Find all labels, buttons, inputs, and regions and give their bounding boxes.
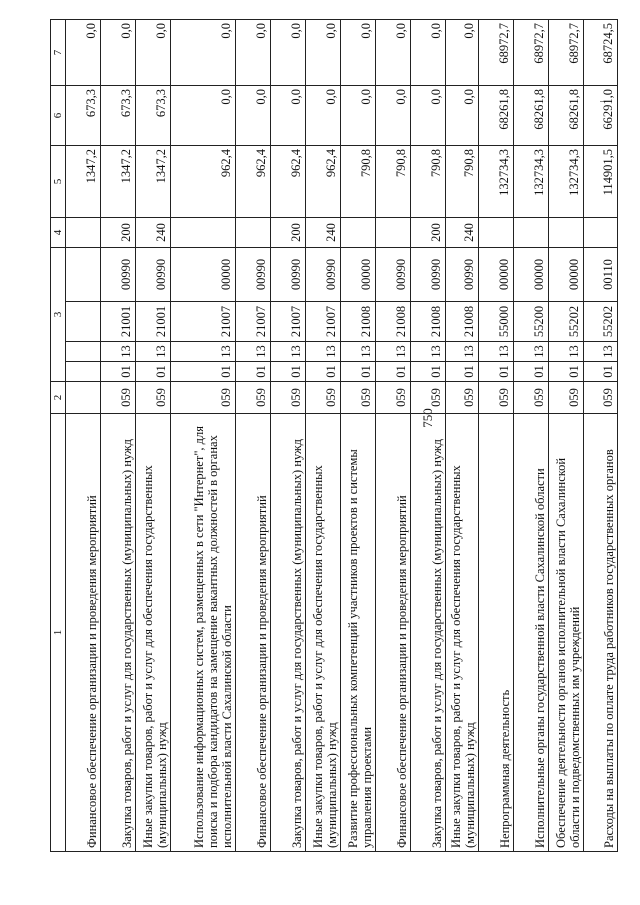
expense-type-code <box>376 218 411 248</box>
subsection-code <box>66 342 101 362</box>
amount-2019: 1347,2 <box>66 146 101 218</box>
ministry-code: 059 <box>341 382 376 414</box>
article-code <box>66 248 101 302</box>
expense-type-code <box>341 218 376 248</box>
amount-2021: 0,0 <box>136 20 171 86</box>
subsection-code: 13 <box>446 342 479 362</box>
amount-2019: 962,4 <box>236 146 271 218</box>
amount-2020: 68261,8 <box>479 86 514 146</box>
row-description: Обеспечение деятельности органов исполнительной власти Сахалинской области и подведомственных им учреждений <box>549 414 584 852</box>
ministry-code: 059 <box>411 382 446 414</box>
amount-2019: 790,8 <box>341 146 376 218</box>
ministry-code: 059 <box>101 382 136 414</box>
expense-type-code <box>236 218 271 248</box>
section-code: 01 <box>376 362 411 382</box>
ministry-code: 059 <box>306 382 341 414</box>
table-row <box>446 20 479 852</box>
program-code: 21007 <box>306 302 341 342</box>
article-code: 00990 <box>236 248 271 302</box>
row-description: Иные закупки товаров, работ и услуг для обеспечения государственных (муниципальных) нужд <box>306 414 341 852</box>
budget-table <box>50 19 618 852</box>
col-number: 4 <box>51 218 66 248</box>
subsection-code: 13 <box>236 342 271 362</box>
article-code: 00990 <box>306 248 341 302</box>
amount-2020: 0,0 <box>411 86 446 146</box>
section-code: 01 <box>236 362 271 382</box>
amount-2021: 0,0 <box>341 20 376 86</box>
subsection-code: 13 <box>479 342 514 362</box>
program-code: 21001 <box>101 302 136 342</box>
ministry-code: 059 <box>479 382 514 414</box>
amount-2019: 132734,3 <box>514 146 549 218</box>
subsection-code: 13 <box>376 342 411 362</box>
section-code: 01 <box>446 362 479 382</box>
expense-type-code <box>584 218 618 248</box>
subsection-code: 13 <box>411 342 446 362</box>
col-number: 5 <box>51 146 66 218</box>
amount-2019: 132734,3 <box>479 146 514 218</box>
row-description: Использование информационных систем, размещенных в сети "Интернет", для поиска и подбора кандидатов на замещение вакантных должностей в органах исполнительной власти Сахалинской области <box>171 414 236 852</box>
subsection-code: 13 <box>306 342 341 362</box>
section-code: 01 <box>136 362 171 382</box>
col-number: 2 <box>51 382 66 414</box>
subsection-code: 13 <box>549 342 584 362</box>
amount-2021: 0,0 <box>446 20 479 86</box>
row-description: Финансовое обеспечение организации и проведения мероприятий <box>236 414 271 852</box>
expense-type-code <box>514 218 549 248</box>
section-code: 01 <box>341 362 376 382</box>
ministry-code: 059 <box>136 382 171 414</box>
program-code: 55202 <box>584 302 618 342</box>
amount-2019: 1347,2 <box>101 146 136 218</box>
ministry-code: 059 <box>236 382 271 414</box>
amount-2019: 790,8 <box>446 146 479 218</box>
subsection-code: 13 <box>101 342 136 362</box>
amount-2019: 132734,3 <box>549 146 584 218</box>
expense-type-code: 240 <box>306 218 341 248</box>
amount-2020: 68261,8 <box>514 86 549 146</box>
table-row <box>136 20 171 852</box>
expense-type-code: 240 <box>136 218 171 248</box>
article-code: 00000 <box>549 248 584 302</box>
program-code: 21001 <box>136 302 171 342</box>
amount-2021: 0,0 <box>376 20 411 86</box>
expense-type-code: 200 <box>271 218 306 248</box>
program-code: 55202 <box>549 302 584 342</box>
amount-2020: 673,3 <box>101 86 136 146</box>
amount-2020: 0,0 <box>446 86 479 146</box>
program-code: 21008 <box>411 302 446 342</box>
amount-2020: 0,0 <box>306 86 341 146</box>
article-code: 00990 <box>376 248 411 302</box>
section-code: 01 <box>411 362 446 382</box>
amount-2021: 68972,7 <box>479 20 514 86</box>
amount-2021: 68972,7 <box>549 20 584 86</box>
rotated-table-wrapper <box>50 20 616 852</box>
program-code: 21007 <box>171 302 236 342</box>
amount-2021: 0,0 <box>271 20 306 86</box>
program-code: 21007 <box>236 302 271 342</box>
row-description: Непрограммная деятельность <box>479 414 514 852</box>
amount-2021: 0,0 <box>306 20 341 86</box>
article-code: 00990 <box>136 248 171 302</box>
amount-2020: 68261,8 <box>549 86 584 146</box>
ministry-code: 059 <box>271 382 306 414</box>
table-row <box>66 20 101 852</box>
table-row <box>514 20 549 852</box>
article-code: 00110 <box>584 248 618 302</box>
amount-2020: 0,0 <box>376 86 411 146</box>
subsection-code: 13 <box>514 342 549 362</box>
row-description: Иные закупки товаров, работ и услуг для обеспечения государственных (муниципальных) нужд <box>136 414 171 852</box>
amount-2020: 0,0 <box>271 86 306 146</box>
amount-2019: 962,4 <box>306 146 341 218</box>
section-code: 01 <box>514 362 549 382</box>
expense-type-code <box>66 218 101 248</box>
section-code: 01 <box>549 362 584 382</box>
program-code <box>66 302 101 342</box>
ministry-code: 059 <box>584 382 618 414</box>
ministry-code: 059 <box>446 382 479 414</box>
subsection-code: 13 <box>341 342 376 362</box>
table-row <box>101 20 136 852</box>
amount-2019: 790,8 <box>411 146 446 218</box>
subsection-code: 13 <box>271 342 306 362</box>
amount-2021: 0,0 <box>236 20 271 86</box>
amount-2021: 0,0 <box>411 20 446 86</box>
row-description: Расходы на выплаты по оплате труда работников государственных органов <box>584 414 618 852</box>
amount-2019: 1347,2 <box>136 146 171 218</box>
expense-type-code <box>479 218 514 248</box>
program-code: 21008 <box>376 302 411 342</box>
program-code: 21007 <box>271 302 306 342</box>
row-description: Исполнительные органы государственной власти Сахалинской области <box>514 414 549 852</box>
row-description: Закупка товаров, работ и услуг для государственных (муниципальных) нужд <box>271 414 306 852</box>
article-code: 00990 <box>446 248 479 302</box>
section-code: 01 <box>101 362 136 382</box>
section-code: 01 <box>271 362 306 382</box>
table-row <box>549 20 584 852</box>
table-row <box>376 20 411 852</box>
expense-type-code: 200 <box>101 218 136 248</box>
section-code: 01 <box>171 362 236 382</box>
amount-2019: 962,4 <box>271 146 306 218</box>
table-row <box>341 20 376 852</box>
amount-2019: 962,4 <box>171 146 236 218</box>
ministry-code <box>66 382 101 414</box>
amount-2021: 0,0 <box>171 20 236 86</box>
amount-2020: 673,3 <box>136 86 171 146</box>
table-row <box>236 20 271 852</box>
article-code: 00990 <box>411 248 446 302</box>
article-code: 00000 <box>171 248 236 302</box>
table-row <box>479 20 514 852</box>
amount-2020: 0,0 <box>236 86 271 146</box>
amount-2020: 0,0 <box>171 86 236 146</box>
table-row <box>584 20 618 852</box>
article-code: 00000 <box>341 248 376 302</box>
ministry-code: 059 <box>376 382 411 414</box>
program-code: 55200 <box>514 302 549 342</box>
table-row <box>306 20 341 852</box>
expense-type-code: 200 <box>411 218 446 248</box>
subsection-code: 13 <box>136 342 171 362</box>
program-code: 21008 <box>341 302 376 342</box>
row-description: Закупка товаров, работ и услуг для государственных (муниципальных) нужд <box>101 414 136 852</box>
amount-2021: 68724,5 <box>584 20 618 86</box>
program-code: 21008 <box>446 302 479 342</box>
table-row <box>171 20 236 852</box>
table-row <box>271 20 306 852</box>
expense-type-code <box>171 218 236 248</box>
amount-2019: 790,8 <box>376 146 411 218</box>
amount-2020: 66291,0 <box>584 86 618 146</box>
col-number: 7 <box>51 20 66 86</box>
article-code: 00990 <box>101 248 136 302</box>
section-code: 01 <box>584 362 618 382</box>
column-number-row <box>51 20 66 852</box>
row-description: Финансовое обеспечение организации и проведения мероприятий <box>376 414 411 852</box>
row-description: Иные закупки товаров, работ и услуг для обеспечения государственных (муниципальных) нужд <box>446 414 479 852</box>
amount-2021: 0,0 <box>66 20 101 86</box>
table-row <box>411 20 446 852</box>
row-description: Финансовое обеспечение организации и проведения мероприятий <box>66 414 101 852</box>
program-code: 55000 <box>479 302 514 342</box>
page-number: 750 <box>419 408 435 428</box>
amount-2021: 0,0 <box>101 20 136 86</box>
col-number: 1 <box>51 414 66 852</box>
article-code: 00990 <box>271 248 306 302</box>
rotated-table-frame <box>50 20 616 852</box>
article-code: 00000 <box>479 248 514 302</box>
expense-type-code <box>549 218 584 248</box>
expense-type-code: 240 <box>446 218 479 248</box>
section-code: 01 <box>306 362 341 382</box>
amount-2020: 0,0 <box>341 86 376 146</box>
row-description: Развитие профессиональных компетенций участников проектов и системы управления проектами <box>341 414 376 852</box>
subsection-code: 13 <box>584 342 618 362</box>
amount-2021: 68972,7 <box>514 20 549 86</box>
col-number: 6 <box>51 86 66 146</box>
amount-2019: 114901,5 <box>584 146 618 218</box>
ministry-code: 059 <box>171 382 236 414</box>
subsection-code: 13 <box>171 342 236 362</box>
amount-2020: 673,3 <box>66 86 101 146</box>
section-code: 01 <box>479 362 514 382</box>
section-code <box>66 362 101 382</box>
ministry-code: 059 <box>549 382 584 414</box>
article-code: 00000 <box>514 248 549 302</box>
col-number: 3 <box>51 248 66 382</box>
ministry-code: 059 <box>514 382 549 414</box>
row-description: Закупка товаров, работ и услуг для государственных (муниципальных) нужд <box>411 414 446 852</box>
